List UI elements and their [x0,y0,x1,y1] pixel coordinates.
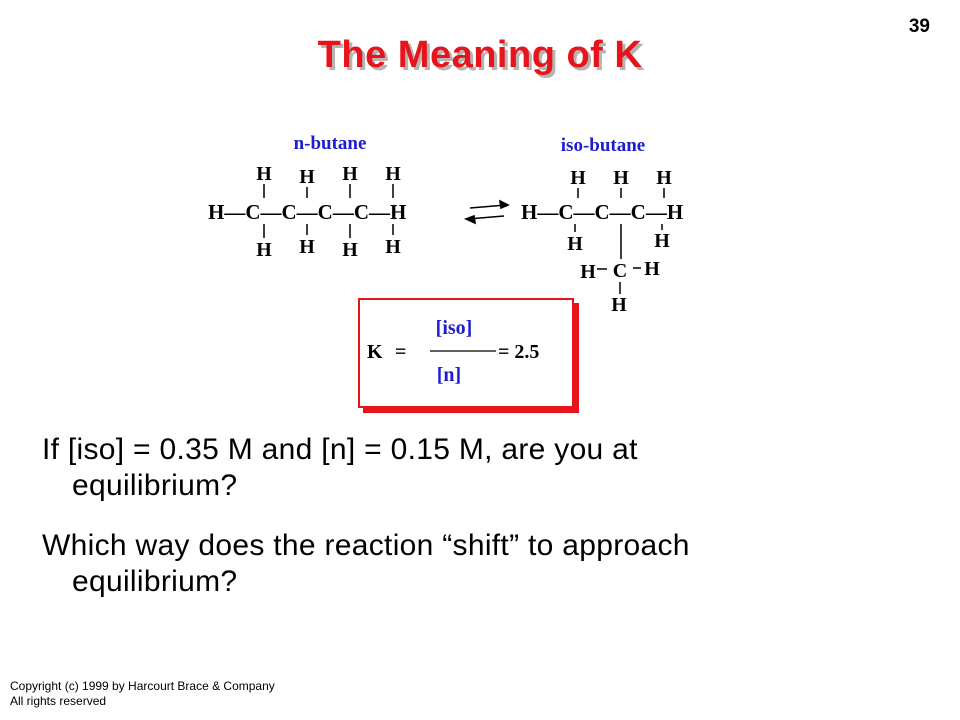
k-result: = 2.5 [498,341,540,363]
iso-butane-chain: H—C—C—C—H [521,200,684,224]
n-butane-bottom-h: H [299,236,315,258]
numerator: [iso] [435,317,473,339]
n-butane-bottom-h: H [256,239,272,261]
question-1 [42,432,922,504]
copyright-notice [10,679,275,709]
question-2-line2: equilibrium? [72,565,238,598]
iso-butane-top-h: H [570,167,586,189]
equilibrium-arrows-icon [466,201,508,223]
n-butane-top-h: H [299,166,315,188]
question-2-line1: Which way does the reaction “shift” to approach [42,529,690,562]
slide-number: 39 [908,16,930,37]
iso-butane-branch-bottom-h: H [611,294,627,316]
iso-butane-label: iso-butane [560,135,646,156]
iso-butane-top-h: H [613,167,629,189]
n-butane-bottom-h: H [342,239,358,261]
k-symbol: K [367,341,383,363]
equilibrium-constant-expression [360,300,572,406]
denominator: [n] [436,364,462,386]
iso-butane-branch-left-h: H [580,261,596,283]
n-butane-label: n-butane [293,133,367,154]
iso-butane-top-h: H [656,167,672,189]
n-butane-top-h: H [385,163,401,185]
iso-butane-branch-c: C [612,260,628,282]
n-butane-top-h: H [256,163,272,185]
question-2 [42,528,922,600]
copyright-line-2: All rights reserved [10,694,107,708]
equilibrium-constant-box [358,298,574,408]
iso-butane-bottom-h: H [654,230,670,252]
copyright-line-1: Copyright (c) 1999 by Harcourt Brace & Company [10,679,275,693]
k-equals: = [395,341,407,363]
page-title: The Meaning of K [317,34,643,76]
question-1-line1: If [iso] = 0.35 M and [n] = 0.15 M, are you at [42,433,638,466]
iso-butane-bottom-h: H [567,233,583,255]
n-butane-chain: H—C—C—C—C—H [208,200,407,224]
n-butane-top-h: H [342,163,358,185]
question-1-line2: equilibrium? [72,469,238,502]
n-butane-bottom-h: H [385,236,401,258]
iso-butane-branch-right-h: H [644,258,660,280]
